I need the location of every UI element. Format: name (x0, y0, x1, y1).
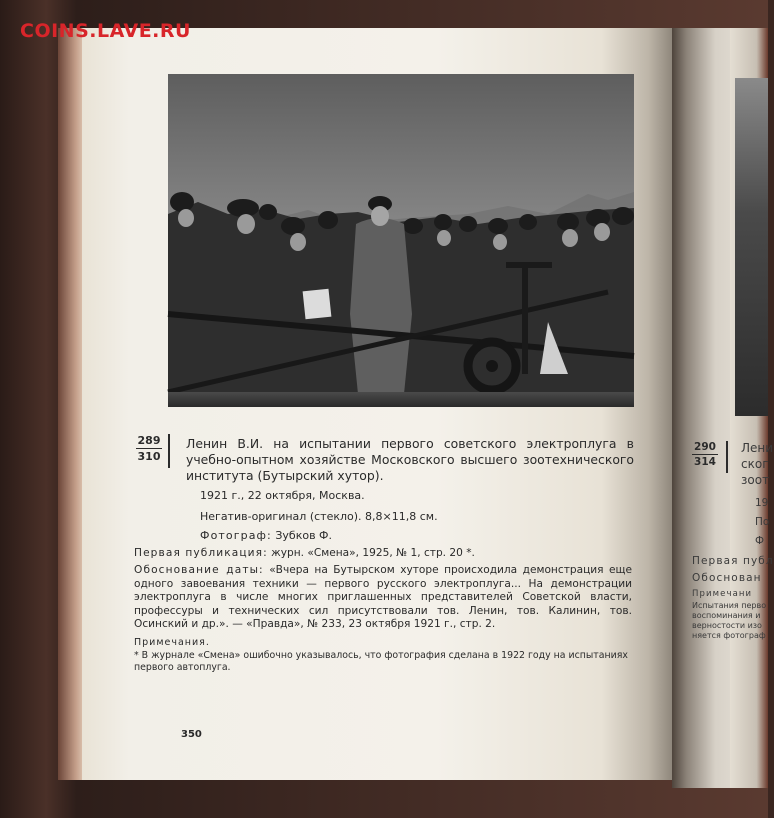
photo-caption: Ленин В.И. на испытании первого советского электроплуга в учебно-опытном хозяйстве Московского высшего зоотехнического института (Бутырский хутор). (186, 436, 634, 483)
right-entry-divider (726, 441, 728, 473)
entry-number-top: 289 (137, 434, 161, 447)
first-publication (134, 547, 632, 561)
photographer-label: Фотограф: (200, 529, 272, 542)
notes-heading: Примечания. (134, 637, 210, 648)
dating-label: Обоснование даты: (134, 564, 264, 576)
page-number: 350 (181, 729, 202, 740)
right-note-line-2: воспоминания и (692, 611, 761, 620)
archive-photograph (168, 74, 634, 407)
right-meta-3: Ф (755, 535, 765, 547)
right-note-line-1: Испытания перво (692, 601, 767, 610)
date-place: 1921 г., 22 октября, Москва. (200, 489, 365, 502)
note-text: * В журнале «Смена» ошибочно указывалось, что фотография сделана в 1922 году на испытаниях первого автоплуга. (134, 650, 628, 673)
right-entry-number-top: 290 (692, 441, 718, 455)
right-page-photo-edge (735, 78, 768, 416)
entry-number (136, 434, 162, 463)
photo-scene (168, 74, 634, 407)
right-dating: Обоснован (692, 572, 762, 584)
right-notes-heading: Примечани (692, 589, 753, 599)
first-publication-label: Первая публикация: (134, 547, 268, 559)
entry-number-bottom: 310 (137, 450, 161, 463)
dating-text: «Вчера на Бутырском хуторе происходила демонстрация еще одного завоевания техники — первого русского электроплуга... На демонстрации электроплуга в числе многих приглашенных представителей Советской власти, профессуры и технических сил присутствовали тов. Ленин, тов. Калинин, тов. Осинский и др.». — «Правда», № 233, 23 октября 1921 г., стр. 2. (134, 564, 633, 631)
right-caption-line-2: ског (741, 457, 769, 471)
right-caption-line-1: Лени (741, 441, 774, 455)
right-first-pub: Первая публ (692, 555, 774, 567)
right-meta-1: 19 (755, 497, 769, 509)
right-entry-number-bottom: 314 (694, 456, 716, 468)
first-publication-text: журн. «Смена», 1925, № 1, стр. 20 *. (271, 547, 475, 559)
entry-divider (168, 434, 170, 468)
photographer-line (200, 529, 332, 542)
photographer-name: Зубков Ф. (275, 529, 333, 542)
right-meta-2: По (755, 516, 770, 528)
right-note-line-3: верностости изо (692, 621, 762, 630)
watermark: COINS.LAVE.RU (20, 20, 191, 42)
negative-info: Негатив-оригинал (стекло). 8,8×11,8 см. (200, 510, 438, 523)
dating-justification (134, 564, 632, 632)
right-note-line-4: няется фотограф (692, 631, 766, 640)
right-entry-number (692, 441, 718, 468)
right-caption-line-3: зоот (741, 473, 770, 487)
